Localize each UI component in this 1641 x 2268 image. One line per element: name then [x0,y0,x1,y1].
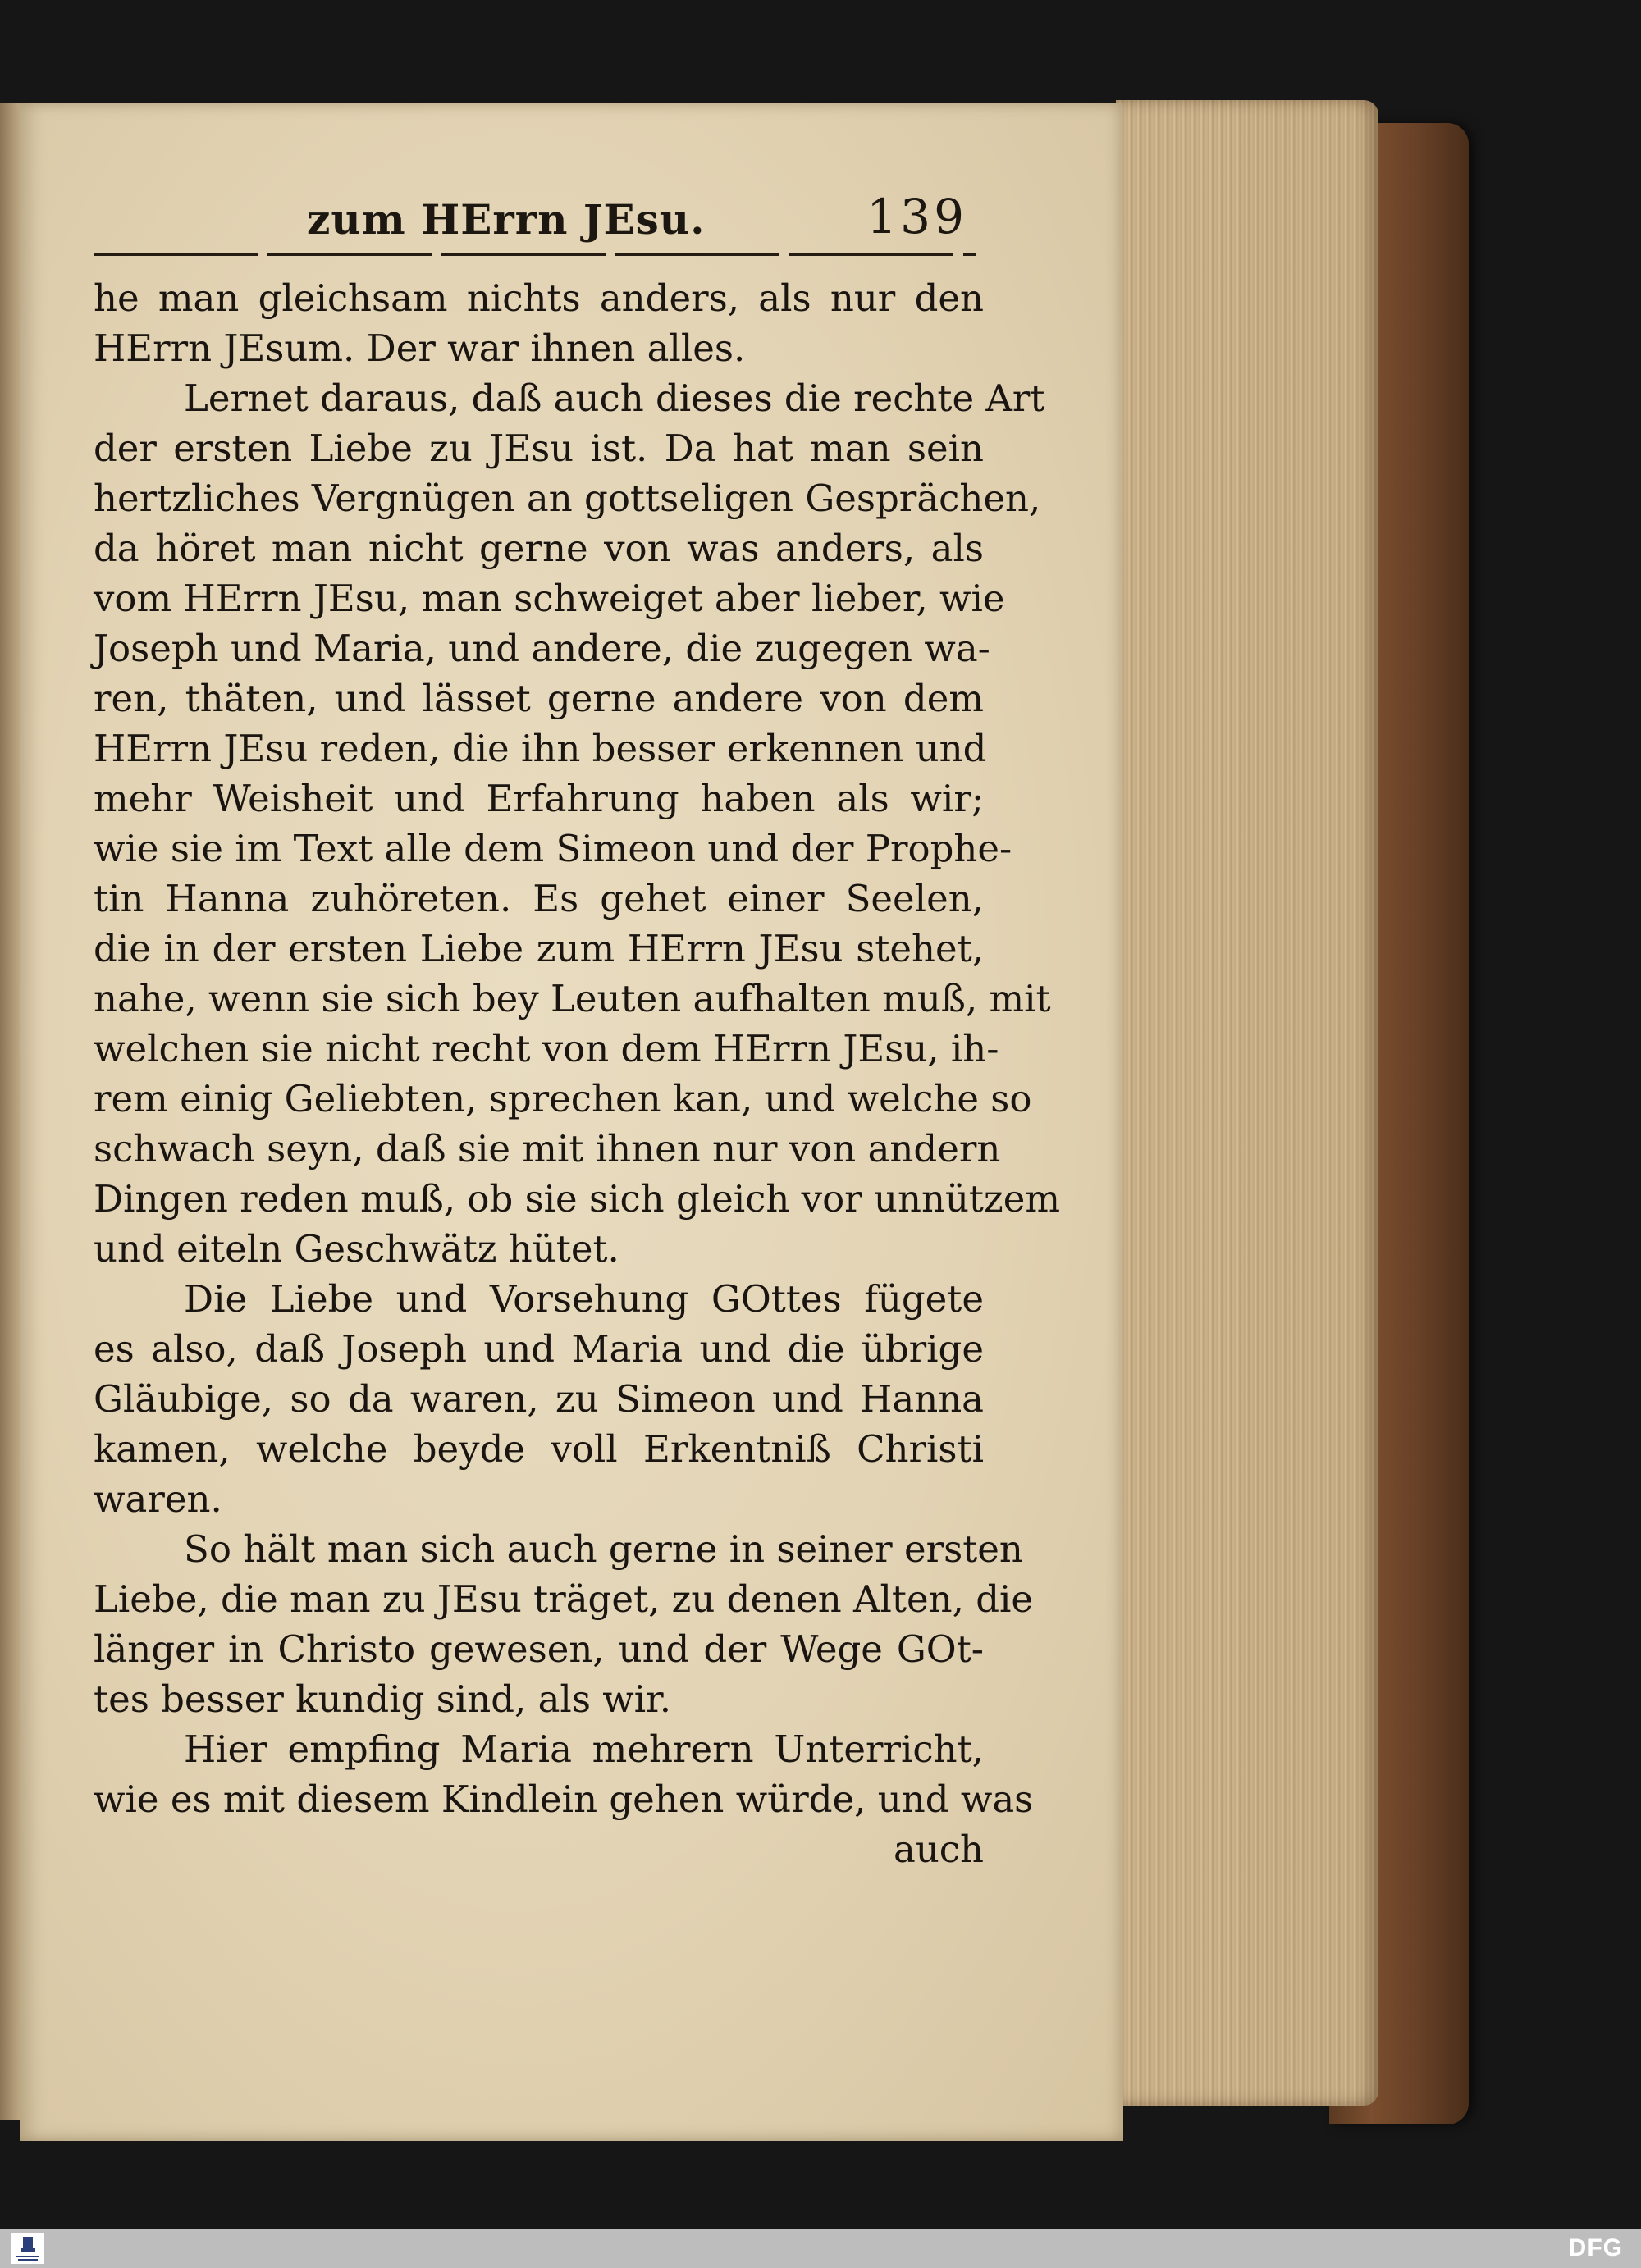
text-line: So hält man sich auch gerne in seiner ersten [184,1527,1023,1571]
text-line: he man gleichsam nichts anders, als nur den [94,276,984,320]
text-line: tin Hanna zuhöreten. Es gehet einer Seelen, [94,877,984,920]
text-line: länger in Christo gewesen, und der Wege GOt- [94,1627,984,1671]
page-header [94,189,976,254]
text-line: die in der ersten Liebe zum HErrn JEsu stehet, [94,927,984,970]
body-text [94,273,1061,1874]
text-line: Liebe, die man zu JEsu träget, zu denen Alten, die [94,1577,1034,1621]
text-line: hertzliches Vergnügen an gottseligen Gesprächen, [94,477,1041,520]
text-line: waren. [94,1477,222,1521]
text-line: rem einig Geliebten, sprechen kan, und welche so [94,1077,1032,1120]
book-page [20,103,1123,2141]
text-line: kamen, welche beyde voll Erkentniß Christi [94,1427,984,1471]
text-line: Gläubige, so da waren, zu Simeon und Hanna [94,1377,984,1421]
text-line: welchen sie nicht recht von dem HErrn JEsu, ih- [94,1027,999,1070]
text-line: Dingen reden muß, ob sie sich gleich vor unnützem [94,1177,1061,1221]
text-line: Hier empfing Maria mehrern Unterricht, [184,1727,984,1771]
text-line: der ersten Liebe zu JEsu ist. Da hat man sein [94,427,984,470]
text-line: es also, daß Joseph und Maria und die übrige [94,1327,984,1371]
text-line: und eiteln Geschwätz hütet. [94,1227,619,1271]
text-line: Die Liebe und Vorsehung GOttes fügete [184,1277,984,1321]
header-rule [94,253,976,256]
text-line: wie sie im Text alle dem Simeon und der Prophe- [94,827,1012,870]
text-line: schwach seyn, daß sie mit ihnen nur von andern [94,1127,1001,1171]
dfg-label: DFG [1568,2234,1623,2261]
text-line: Lernet daraus, daß auch dieses die rechte Art [184,376,1045,420]
catchword: auch [894,1828,984,1871]
text-line: Joseph und Maria, und andere, die zugegen wa- [94,627,990,670]
library-logo-icon [11,2233,44,2264]
text-line: ren, thäten, und lässet gerne andere von dem [94,677,984,720]
running-title: zum HErrn JEsu. [307,195,706,244]
text-line: vom HErrn JEsu, man schweiget aber lieber, wie [94,577,1005,620]
text-line: HErrn JEsu reden, die ihn besser erkennen und [94,727,987,770]
text-line: HErrn JEsum. Der war ihnen alles. [94,326,746,370]
book-page-edges [1116,100,1378,2106]
viewer-footer [0,2229,1641,2268]
text-line: da höret man nicht gerne von was anders, als [94,527,984,570]
text-line: nahe, wenn sie sich bey Leuten aufhalten muß, mit [94,977,1051,1020]
text-line: mehr Weisheit und Erfahrung haben als wir; [94,777,984,820]
page-number: 139 [866,189,967,244]
text-line: tes besser kundig sind, als wir. [94,1677,672,1721]
text-line: wie es mit diesem Kindlein gehen würde, und was [94,1777,1034,1821]
